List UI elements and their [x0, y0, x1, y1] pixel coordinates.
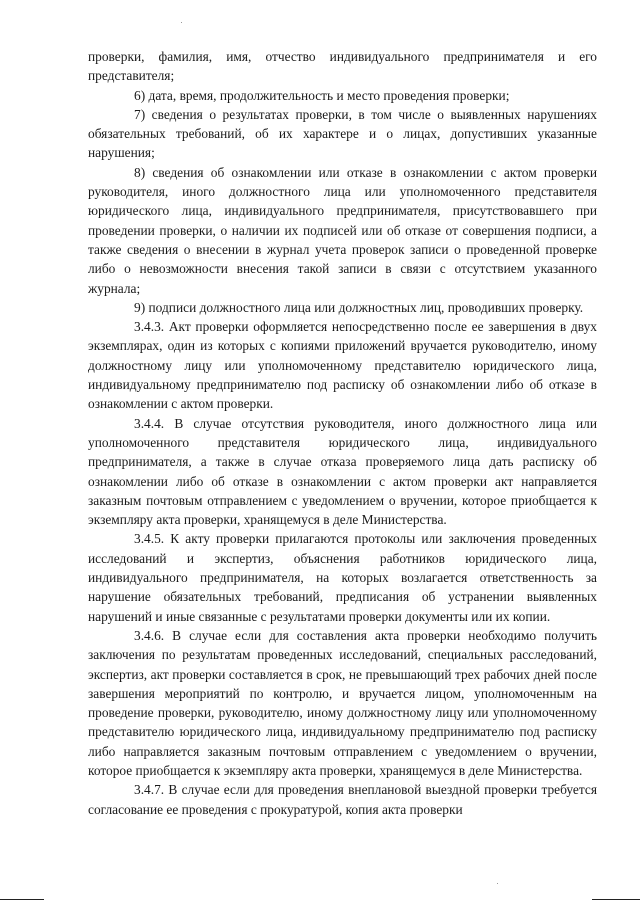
scan-speck-bottom [497, 883, 498, 884]
page-edge-left [0, 899, 44, 900]
paragraph-item-7: 7) сведения о результатах проверки, в том числе о выявленных нарушениях обязательных требований, об их характере и о лицах, допустивших указанные нарушения; [88, 106, 597, 161]
paragraph-item-9: 9) подписи должностного лица или должностных лиц, проводивших проверку. [134, 299, 584, 315]
paragraph-3-4-3: 3.4.3. Акт проверки оформляется непосредственно после ее завершения в двух экземплярах, один из которых с копиями приложений вручается руководителю, иному должностному лицу или уполномоченному представителю юридического лица, индивидуальному предпринимателю под расписку об ознакомлении либо об отказе в ознакомлении с актом проверки. [88, 319, 597, 412]
paragraph-item-6: 6) дата, время, продолжительность и место проведения проверки; [134, 87, 510, 103]
scan-speck [181, 22, 182, 23]
paragraph-3-4-5: 3.4.5. К акту проверки прилагаются протоколы или заключения проведенных исследований и экспертиз, объяснения работников юридического лица, индивидуального предпринимателя, на которых возлагается ответственность за нарушение обязательных требований, предписания об устранении выявленных нарушений и иные связанные с результатами проверки документы или их копии. [88, 531, 597, 624]
paragraph-continuation: проверки, фамилия, имя, отчество индивидуального предпринимателя и его представителя; [88, 49, 597, 84]
paragraph-3-4-7: 3.4.7. В случае если для проведения внеплановой выездной проверки требуется согласование ее проведения с прокуратурой, копия акта проверки [88, 782, 597, 817]
document-page [88, 47, 597, 819]
paragraph-3-4-6: 3.4.6. В случае если для составления акта проверки необходимо получить заключения по результатам проведенных исследований, специальных расследований, экспертиз, акт проверки составляется в срок, не превышающий трех рабочих дней после завершения мероприятий по контролю, и вручается лицом, уполномоченным на проведение проверки, руководителю, иному должностному лицу или уполномоченному представителю юридического лица, индивидуальному предпринимателю под расписку либо направляется заказным почтовым отправлением с уведомлением о вручении, которое приобщается к экземпляру акта проверки, хранящемуся в деле Министерства. [88, 627, 597, 778]
page-edge-right [592, 899, 640, 900]
paragraph-item-8: 8) сведения об ознакомлении или отказе в ознакомлении с актом проверки руководителя, иного должностного лица или уполномоченного представителя юридического лица, индивидуального предпринимателя, присутствовавшего при проведении проверки, о наличии их подписей или об отказе от совершения подписи, а также сведения о внесении в журнал учета проверок записи о проведенной проверке либо о невозможности внесения такой записи в связи с отсутствием указанного журнала; [88, 164, 597, 296]
paragraph-3-4-4: 3.4.4. В случае отсутствия руководителя, иного должностного лица или уполномоченного представителя юридического лица, индивидуального предпринимателя, а также в случае отказа проверяемого лица дать расписку об ознакомлении либо об отказе в ознакомлении с актом проверки акт направляется заказным почтовым отправлением с уведомлением о вручении, которое приобщается к экземпляру акта проверки, хранящемуся в деле Министерства. [88, 415, 597, 528]
